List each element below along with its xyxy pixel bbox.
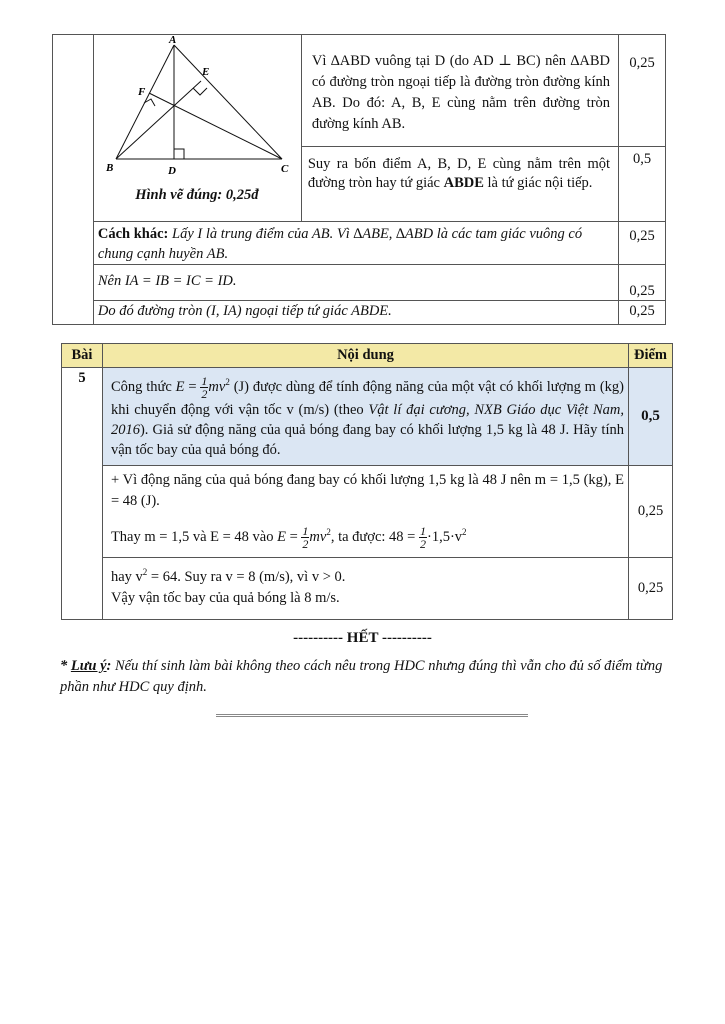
answer-1-formula-equals: = [285, 528, 302, 545]
question-source: Vật lí đại cương, NXB Giáo dục Việt Nam, 2016 [110, 402, 624, 438]
answer-1-line-1: + Vì động năng của quả bóng đang bay có khối lượng 1,5 kg là 48 J nên m = 1,5 (kg), E = 48 (J). [110, 472, 624, 509]
header-noi-dung-label: Nội dung [337, 347, 394, 363]
answer-2-text-a: hay v [110, 568, 143, 585]
empty-number-cell [53, 35, 94, 325]
formula-unit: (J) [229, 378, 249, 395]
explanation-text-2-bold: ABDE [443, 175, 484, 192]
question-cell [102, 368, 628, 466]
score-cell-5 [619, 301, 666, 325]
score-4: 0,25 [629, 283, 655, 299]
score-cell-1 [619, 35, 666, 147]
row4-text: Nên IA = IB = IC = ID. [97, 273, 237, 289]
answer-1-text-b: , ta được: [330, 528, 390, 545]
header-diem-label: Điểm [633, 347, 667, 363]
answer-1-eq-fraction [419, 525, 427, 550]
answer-cell-1 [102, 466, 628, 558]
answer-1-eq-fraction-num: 1 [419, 524, 426, 538]
figure-cell [93, 35, 301, 222]
header-bai [62, 344, 103, 368]
question-text-b: ). Giả sử động năng của quả bóng đang bay có khối lượng 1,5 kg là 48 J. Hãy tính vận tốc bay của quả bóng đó. [110, 422, 624, 458]
row4-cell [93, 265, 618, 301]
header-diem [629, 344, 673, 368]
note-colon: : [106, 658, 112, 674]
formula-square: 2 [225, 377, 230, 387]
figure-caption: Hình vẽ đúng: 0,25đ [135, 187, 259, 203]
answer-score-1: 0,25 [637, 503, 664, 519]
point-e-label: E [201, 66, 210, 78]
problem-number: 5 [78, 370, 86, 386]
answer-2-line-2: Vậy vận tốc bay của quả bóng là 8 m/s. [110, 589, 340, 606]
point-b-label: B [105, 162, 114, 174]
answer-2-square: 2 [142, 567, 148, 577]
point-d-label: D [167, 165, 176, 177]
alternative-label: Cách khác: [97, 226, 169, 242]
fraction-numerator: 1 [201, 374, 208, 388]
header-noi-dung [102, 344, 628, 368]
note-star: * [60, 658, 71, 674]
answer-2-text-b: = 64. Suy ra v = 8 (m/s), vì v > 0. [147, 568, 346, 585]
answer-1-formula-mv: mv [309, 528, 327, 545]
answer-1-line-2 [111, 522, 624, 550]
question-score: 0,5 [641, 408, 660, 424]
answer-1-fraction-den: 2 [302, 537, 309, 551]
answer-1-eq-left: 48 = [389, 528, 419, 545]
question-score-cell [629, 368, 673, 466]
note-text: Nếu thí sinh làm bài không theo cách nêu trong HDC nhưng đúng thì vẫn cho đủ số điểm từng phần như HDC quy định. [60, 658, 663, 695]
answer-1-formula-e: E [277, 528, 286, 545]
explanation-text-1: Vì ∆ABD vuông tại D (do AD ⊥ BC) nên ∆ABD có đường tròn ngoại tiếp là đường tròn đường kính AB. Do đó: A, B, E cùng nằm trên đường tròn đường kính AB. [311, 53, 611, 132]
fraction-denominator: 2 [201, 387, 208, 401]
row5-cell [93, 301, 618, 325]
answer-cell-2 [102, 558, 628, 620]
note-label: Lưu ý [70, 658, 107, 674]
score-cell-3 [619, 222, 666, 265]
score-3: 0,25 [629, 228, 655, 244]
note-paragraph [60, 656, 672, 698]
score-1: 0,25 [629, 55, 655, 71]
solution-table-problem-5 [61, 343, 673, 620]
score-2: 0,5 [632, 151, 652, 168]
double-rule-divider [216, 714, 528, 717]
answer-1-eq-square: 2 [462, 527, 467, 537]
alternative-cell [93, 222, 618, 265]
formula-equals: = [184, 378, 201, 395]
explanation-text-2b: là tứ giác nội tiếp. [483, 175, 593, 192]
point-c-label: C [280, 163, 289, 175]
answer-1-text-a: Thay m = 1,5 và E = 48 vào [110, 528, 278, 545]
answer-1-formula-square: 2 [326, 527, 331, 537]
problem-number-cell [62, 368, 103, 620]
row5-text: Do đó đường tròn (I, IA) ngoại tiếp tứ giác ABDE. [97, 303, 392, 319]
answer-1-eq-fraction-den: 2 [419, 537, 426, 551]
score-cell-4 [619, 265, 666, 301]
question-text-a: được dùng để tính động năng của một vật có khối lượng m (kg) khi chuyển động với vận tốc v (m/s) (theo [110, 378, 624, 418]
score-cell-2 [619, 147, 666, 222]
answer-score-2: 0,25 [637, 580, 664, 596]
answer-score-cell-2 [629, 558, 673, 620]
question-prefix: Công thức [110, 378, 176, 395]
answer-2-line-1 [111, 562, 624, 588]
explanation-cell-1 [301, 35, 618, 147]
formula-e: E [175, 378, 185, 395]
point-a-label: A [168, 35, 177, 46]
formula-mv: mv [208, 378, 226, 395]
solution-table-part1 [52, 34, 666, 325]
score-5: 0,25 [629, 303, 655, 319]
alternative-text: Lấy I là trung điểm của AB. Vì ∆ABE, ∆ABD là các tam giác vuông có chung cạnh huyền AB. [97, 226, 583, 262]
explanation-text-2a: Suy ra bốn điểm A, B, D, E cùng nằm trên một đường tròn hay tứ giác [307, 156, 611, 192]
end-marker: ---------- HẾT ---------- [293, 630, 432, 646]
explanation-cell-2 [301, 147, 618, 222]
answer-1-eq-right: ·1,5·v [426, 528, 463, 545]
header-bai-label: Bài [71, 347, 93, 363]
point-f-label: F [137, 86, 146, 98]
answer-1-fraction-num: 1 [302, 524, 309, 538]
answer-score-cell-1 [629, 466, 673, 558]
